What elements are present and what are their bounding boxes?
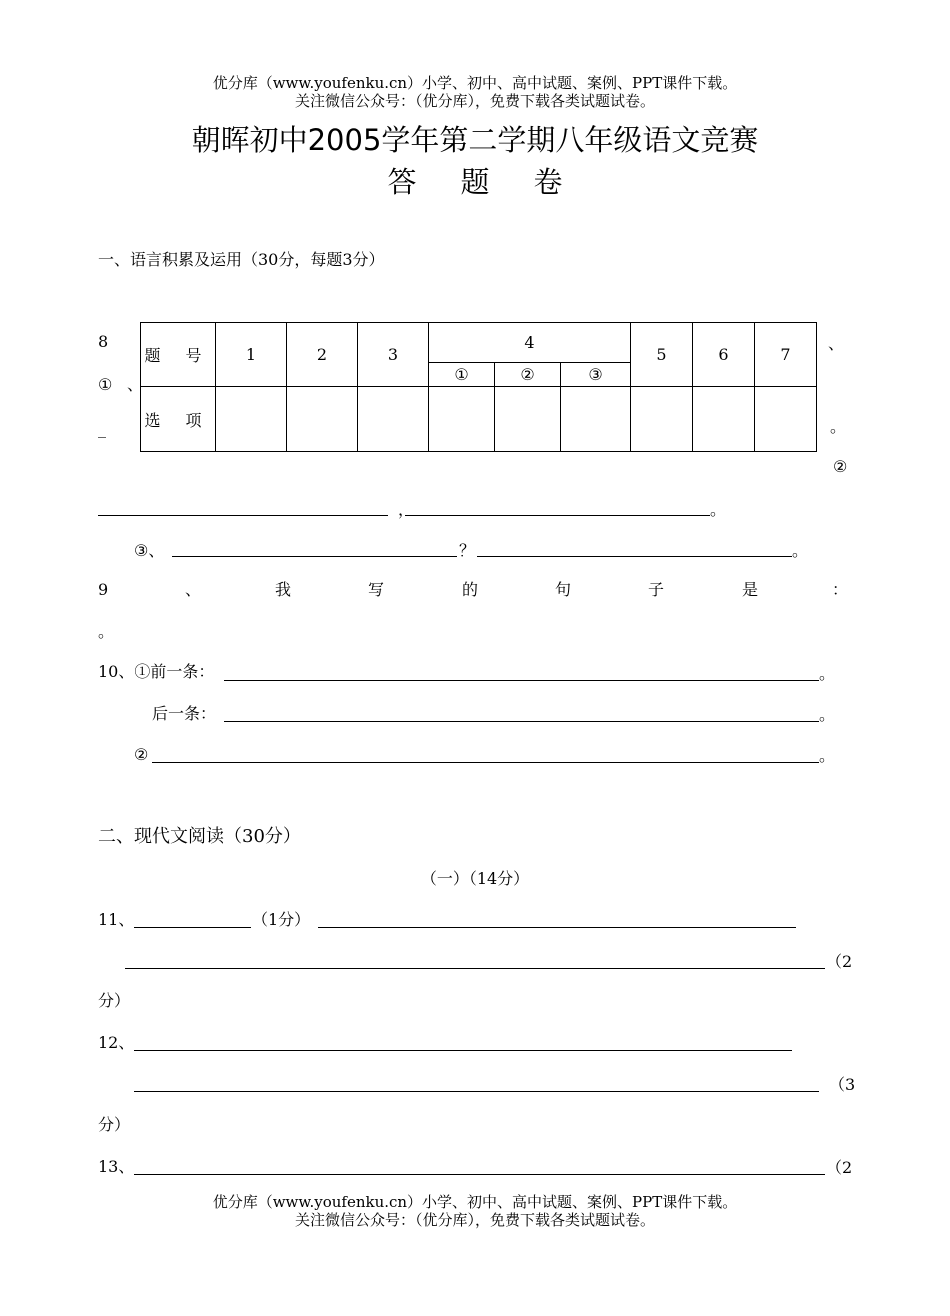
q9-char-2: 、 — [185, 580, 202, 599]
q9-char-4: 写 — [368, 580, 385, 599]
q8-blank-dash: _ — [98, 419, 106, 438]
table-col-4: 4 — [429, 323, 631, 363]
q11-score: （1分） — [252, 910, 311, 929]
table-col-6: 6 — [693, 323, 755, 387]
q10-period-3: 。 — [819, 746, 836, 765]
table-col-5: 5 — [631, 323, 693, 387]
q10-mark-2: ② — [134, 745, 149, 764]
q11-score-2: （2 — [826, 952, 853, 971]
table-col-2: 2 — [287, 323, 358, 387]
answer-table — [140, 322, 817, 452]
q11-blank-3[interactable] — [125, 968, 825, 969]
q10-blank-1[interactable] — [224, 680, 819, 681]
q13-blank-1[interactable] — [134, 1174, 825, 1175]
q11-score-2-close: 分） — [98, 991, 131, 1010]
q10-period-2: 。 — [819, 705, 836, 724]
answer-cell-3[interactable] — [358, 387, 429, 452]
q8-right-separator: 、 — [828, 334, 845, 353]
q12-blank-1[interactable] — [134, 1050, 792, 1051]
answer-cell-5[interactable] — [631, 387, 693, 452]
q9-end-period: 。 — [98, 622, 115, 641]
q11-number: 11、 — [98, 910, 135, 929]
table-col-3: 3 — [358, 323, 429, 387]
answer-cell-4-1[interactable] — [429, 387, 495, 452]
table-col-4-sub-3: ③ — [561, 363, 631, 387]
q9-char-9: ： — [832, 580, 849, 599]
answer-cell-7[interactable] — [755, 387, 817, 452]
q13-number: 13、 — [98, 1157, 135, 1176]
table-col-4-sub-1: ① — [429, 363, 495, 387]
answer-cell-1[interactable] — [216, 387, 287, 452]
q8-right-period: 。 — [830, 417, 847, 436]
page-title: 朝晖初中2005学年第二学期八年级语文竞赛 — [191, 123, 759, 157]
q8-mark-1: ① — [98, 375, 113, 394]
footer-line-1: 优分库（www.youfenku.cn）小学、初中、高中试题、案例、PPT课件下载。 — [212, 1193, 738, 1211]
header-line-2: 关注微信公众号：（优分库），免费下载各类试题试卷。 — [294, 92, 655, 110]
q8-mark-3: ③、 — [134, 541, 165, 560]
q8-comma: ， — [398, 500, 415, 519]
q12-blank-2[interactable] — [134, 1091, 819, 1092]
q10-period-1: 。 — [819, 664, 836, 683]
table-col-4-sub-2: ② — [495, 363, 561, 387]
q9-char-5: 的 — [462, 580, 479, 599]
answer-cell-2[interactable] — [287, 387, 358, 452]
q9-char-1: 9 — [98, 580, 109, 599]
table-col-7: 7 — [755, 323, 817, 387]
q10-blank-3[interactable] — [152, 762, 819, 763]
q12-score-close: 分） — [98, 1115, 131, 1134]
q9-char-6: 句 — [555, 580, 572, 599]
part-1-heading: （一）（14分） — [420, 869, 530, 888]
answer-cell-6[interactable] — [693, 387, 755, 452]
q9-char-7: 子 — [648, 580, 665, 599]
q10-label: 10、①前一条： — [98, 662, 215, 681]
table-col-1: 1 — [216, 323, 287, 387]
q9-char-8: 是 — [742, 580, 759, 599]
section-2-heading: 二、现代文阅读（30分） — [98, 826, 301, 847]
q8-blank-2b[interactable] — [405, 515, 710, 516]
answer-cell-4-3[interactable] — [561, 387, 631, 452]
q8-separator: 、 — [127, 375, 144, 394]
q10-blank-2[interactable] — [224, 721, 819, 722]
q8-line3-period: 。 — [792, 541, 809, 560]
q12-score: （3 — [829, 1075, 856, 1094]
footer-line-2: 关注微信公众号：（优分库），免费下载各类试题试卷。 — [294, 1211, 655, 1229]
q8-line2-period: 。 — [710, 500, 727, 519]
q8-number: 8 — [98, 332, 109, 351]
page-subtitle: 答题卷 — [387, 165, 607, 199]
section-1-heading: 一、语言积累及运用（30分，每题3分） — [98, 250, 385, 269]
table-header-option: 选 项 — [141, 387, 216, 452]
q13-score: （2 — [826, 1158, 853, 1177]
q9-char-3: 我 — [275, 580, 292, 599]
q8-blank-3b[interactable] — [477, 556, 792, 557]
header-line-1: 优分库（www.youfenku.cn）小学、初中、高中试题、案例、PPT课件下载。 — [212, 74, 738, 92]
q8-blank-2a[interactable] — [98, 515, 388, 516]
q8-question-mark: ？ — [459, 541, 476, 560]
q12-number: 12、 — [98, 1033, 135, 1052]
q8-mark-2: ② — [833, 457, 848, 476]
q11-blank-1[interactable] — [134, 927, 251, 928]
table-header-number: 题 号 — [141, 323, 216, 387]
q8-blank-3a[interactable] — [172, 556, 457, 557]
q10-after-label: 后一条： — [152, 704, 217, 723]
answer-cell-4-2[interactable] — [495, 387, 561, 452]
q11-blank-2[interactable] — [318, 927, 796, 928]
